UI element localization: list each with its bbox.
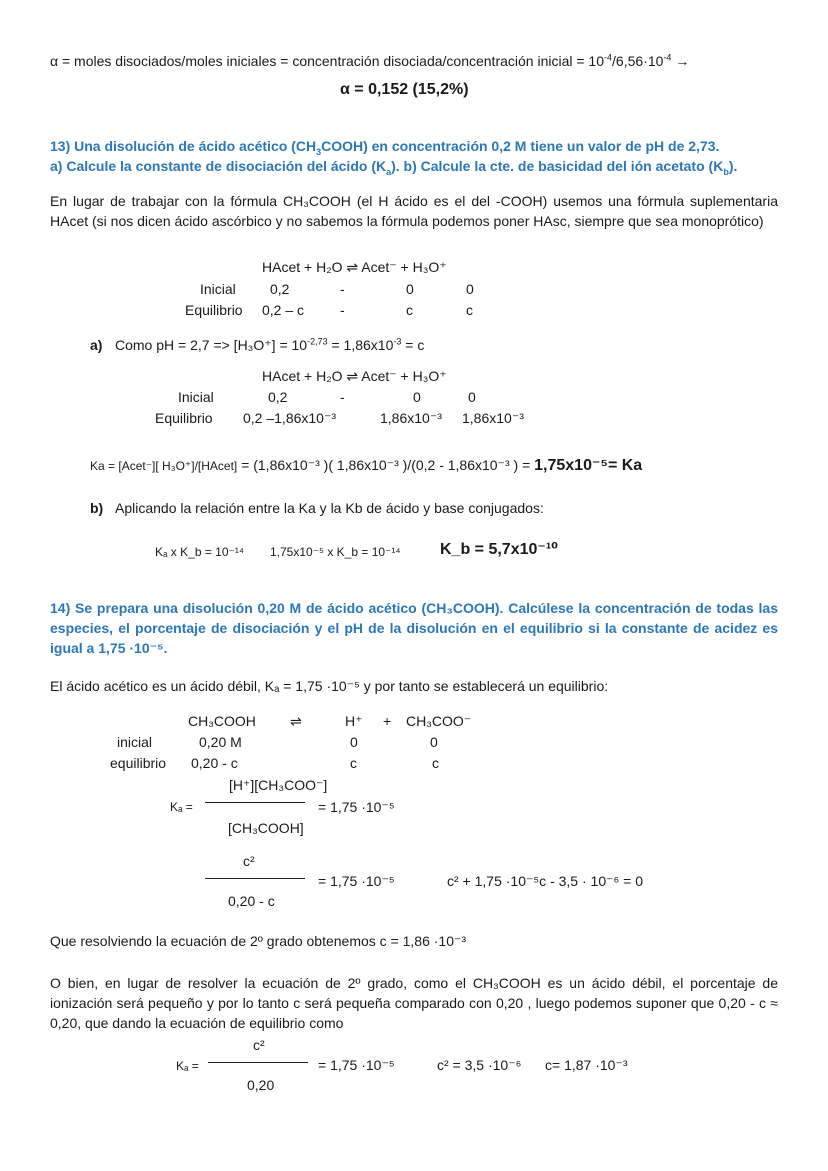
p14-frac3-val: = 1,75 ·10⁻⁵ [318,1057,395,1073]
cell: 0,20 - c [191,755,238,771]
alpha-line: α = moles disociados/moles iniciales = concentración disociada/concentración inicial = $10^{-4}/6,56\cdot 10^{-4}$ → [50,52,690,69]
cell: c [350,755,357,771]
p13-kb-1: Kₐ x K_b = 10⁻¹⁴ [155,545,244,559]
p13-a-text: Como pH = $2,7 => [H_3O^+] = 10^{-2,73} = 1,86x10^{-3} = c$ [115,336,425,353]
p14-frac3-c: c= 1,87 ·10⁻³ [545,1057,628,1073]
p13-questions: a) Calcule la constante de disociación del ácido $(K_a)$. b) Calcule la cte. de basicidad del ión acetato $(K_b)$. [50,158,738,177]
p13-kb-result: K_b = 5,7x10⁻¹⁰ [440,541,559,558]
cell: - [340,302,345,318]
p13-eq1-row2-label: Equilibrio [185,302,243,318]
p13-eq2-reaction: HAcet + H₂O ⇌ Acet⁻ + H₃O⁺ [262,368,447,384]
cell: 0 [413,389,421,405]
cell: - [340,281,345,297]
p13-b-label: b) [90,500,104,516]
p14-intro: El ácido acético es un ácido débil, Kₐ = 1,75 ·10⁻⁵ y por tanto se establecerá un equilibrio: [50,678,609,694]
p13-kb-2: 1,75x10⁻⁵ x K_b = 10⁻¹⁴ [270,545,401,559]
cell: 0,2 –1,86x10⁻³ [243,410,337,426]
p14-solve-text: Que resolviendo la ecuación de 2º grado obtenemos c = 1,86 ·10⁻³ [50,933,467,949]
cell: - [340,389,345,405]
cell: 0,2 [268,389,288,405]
p13-eq1-reaction: HAcet + H₂O ⇌ Acet⁻ + H₃O⁺ [262,259,447,275]
p14-frac1-num: [H⁺][CH₃COO⁻] [229,777,328,793]
cell: 0,20 M [199,734,242,750]
cell: 0 [468,389,476,405]
p14-title: 14) Se prepara una disolución 0,20 M de ácido acético (CH₃COOH). Calcúlese la concentración de todas las especies, el porcentaje de disociación y el pH de la disolución en el equilibrio si la constante de acidez es igual a 1,75 ·10⁻⁵. [50,600,778,656]
cell: 0 [430,734,438,750]
p14-approx-text: O bien, en lugar de resolver la ecuación de 2º grado, como el CH₃COOH es un ácido débil, el porcentaje de ionización será pequeño y por lo tanto c será pequeña comparado con 0,20 , luego podemos suponer que 0,20 - c ≈ 0,20, que dando la ecuación de equilibrio como [50,975,778,1031]
cell: 0 [466,281,474,297]
p14-ka-label: Kₐ = [170,800,193,814]
p14-frac1-den: [CH₃COOH] [228,820,304,836]
cell: c [466,302,473,318]
p13-eq1-row1-label: Inicial [200,281,236,297]
p14-row1-label: inicial [117,734,153,750]
cell: 1,86x10⁻³ [462,410,524,426]
cell: 1,86x10⁻³ [380,410,442,426]
p14-eq-plus: + [383,713,392,729]
p14-eq-c1: CH₃COOH [188,713,256,729]
cell: c [406,302,413,318]
cell: 0 [406,281,414,297]
p13-ka-line: Ka = [Acet⁻][ H₃O⁺]/[HAcet] = (1,86x10⁻³ )( 1,86x10⁻³ )/(0,2 - 1,86x10⁻³ ) = 1,75x10⁻⁵= Ka [90,457,643,474]
cell: 0,2 [270,281,290,297]
p14-row2-label: equilibrio [110,755,167,771]
p14-frac3-den: 0,20 [247,1077,275,1093]
fraction-bar [205,802,305,803]
fraction-bar [205,878,305,879]
p14-frac2-den: 0,20 - c [228,893,275,909]
p14-frac1-val: = 1,75 ·10⁻⁵ [318,799,395,815]
p13-b-text: Aplicando la relación entre la Ka y la Kb de ácido y base conjugados: [115,500,544,516]
fraction-bar [208,1062,308,1063]
p14-eq-arrow: ⇌ [290,713,302,729]
p13-title: 13) Una disolución de ácido acético $(CH_3COOH)$ en concentración 0,2 M tiene un valor de pH de 2,73. [50,138,720,157]
p13-intro: En lugar de trabajar con la fórmula CH₃COOH (el H ácido es el del -COOH) usemos una fórmula suplementaria HAcet (si nos dicen ácido ascórbico y no sabemos la fórmula podemos poner HAsc, siempre que sea monoprótico) [50,193,778,229]
p14-frac3-c2: c² = 3,5 ·10⁻⁶ [437,1057,522,1073]
p14-eq-c2: H⁺ [345,713,363,729]
cell: 0 [350,734,358,750]
p14-quadratic: c² + 1,75 ·10⁻⁵c - 3,5 · 10⁻⁶ = 0 [447,873,643,889]
p14-eq-c3: CH₃COO⁻ [406,713,472,729]
cell: c [432,755,439,771]
alpha-result: α = 0,152 (15,2%) [340,81,469,98]
p13-eq2-row2-label: Equilibrio [155,410,213,426]
p14-frac3-num: c² [253,1037,265,1053]
p13-a-label: a) [90,337,103,353]
cell: 0,2 – c [262,302,305,318]
p14-frac2-val: = 1,75 ·10⁻⁵ [318,873,395,889]
p14-frac3-label: Kₐ = [176,1059,199,1073]
p13-eq2-row1-label: Inicial [178,389,214,405]
p14-frac2-num: c² [243,853,255,869]
